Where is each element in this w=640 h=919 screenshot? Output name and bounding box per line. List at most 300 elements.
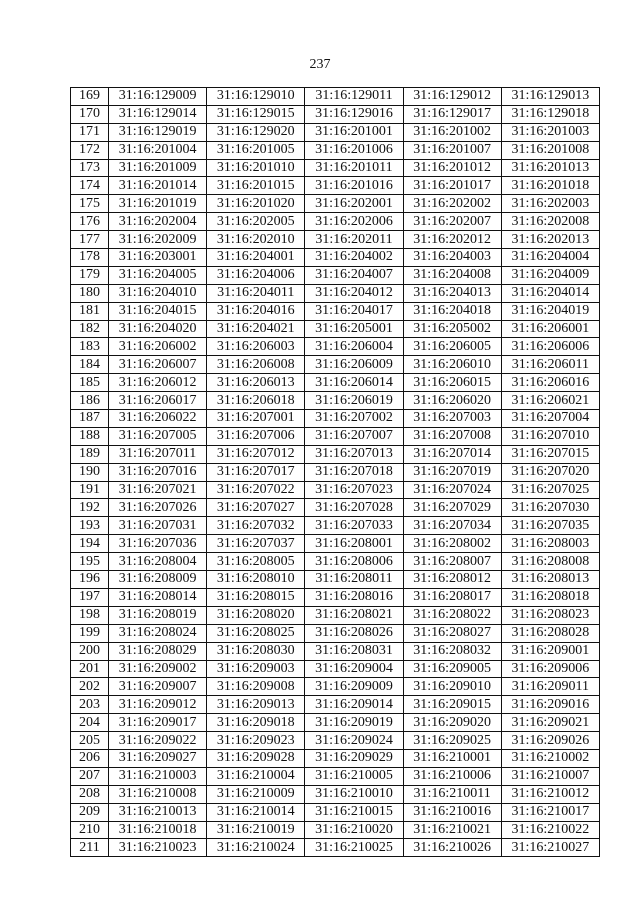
cadastral-number-cell: 31:16:208026 [305,624,403,642]
row-number-cell: 185 [71,374,109,392]
cadastral-number-cell: 31:16:204002 [305,249,403,267]
cadastral-number-cell: 31:16:201011 [305,159,403,177]
row-number-cell: 182 [71,320,109,338]
cadastral-number-cell: 31:16:209006 [501,660,599,678]
cadastral-number-cell: 31:16:207017 [207,463,305,481]
table-row [71,749,600,767]
table-row [71,803,600,821]
cadastral-number-cell: 31:16:208003 [501,535,599,553]
table-row [71,696,600,714]
cadastral-number-cell: 31:16:207034 [403,517,501,535]
cadastral-number-cell: 31:16:204019 [501,302,599,320]
cadastral-number-cell: 31:16:206019 [305,392,403,410]
cadastral-number-cell: 31:16:207021 [109,481,207,499]
row-number-cell: 175 [71,195,109,213]
table-row [71,177,600,195]
cadastral-number-cell: 31:16:208001 [305,535,403,553]
cadastral-numbers-table [70,87,600,857]
cadastral-number-cell: 31:16:206021 [501,392,599,410]
cadastral-number-cell: 31:16:207016 [109,463,207,481]
table-row [71,266,600,284]
cadastral-number-cell: 31:16:206022 [109,410,207,428]
cadastral-number-cell: 31:16:210007 [501,767,599,785]
row-number-cell: 190 [71,463,109,481]
cadastral-number-cell: 31:16:201003 [501,123,599,141]
cadastral-number-cell: 31:16:206017 [109,392,207,410]
cadastral-number-cell: 31:16:207006 [207,427,305,445]
cadastral-number-cell: 31:16:208017 [403,588,501,606]
cadastral-number-cell: 31:16:208015 [207,588,305,606]
cadastral-number-cell: 31:16:204007 [305,266,403,284]
cadastral-number-cell: 31:16:208009 [109,571,207,589]
cadastral-number-cell: 31:16:207007 [305,427,403,445]
cadastral-number-cell: 31:16:208025 [207,624,305,642]
cadastral-number-cell: 31:16:209018 [207,714,305,732]
cadastral-number-cell: 31:16:206006 [501,338,599,356]
cadastral-number-cell: 31:16:204005 [109,266,207,284]
cadastral-number-cell: 31:16:209005 [403,660,501,678]
cadastral-number-cell: 31:16:129017 [403,105,501,123]
cadastral-number-cell: 31:16:209001 [501,642,599,660]
cadastral-number-cell: 31:16:202012 [403,231,501,249]
cadastral-number-cell: 31:16:129014 [109,105,207,123]
cadastral-number-cell: 31:16:201012 [403,159,501,177]
table-row [71,678,600,696]
cadastral-number-cell: 31:16:208019 [109,606,207,624]
cadastral-number-cell: 31:16:208028 [501,624,599,642]
cadastral-number-cell: 31:16:207008 [403,427,501,445]
cadastral-number-cell: 31:16:208007 [403,553,501,571]
cadastral-number-cell: 31:16:204006 [207,266,305,284]
cadastral-number-cell: 31:16:201013 [501,159,599,177]
cadastral-number-cell: 31:16:208018 [501,588,599,606]
table-row [71,535,600,553]
cadastral-number-cell: 31:16:210021 [403,821,501,839]
row-number-cell: 210 [71,821,109,839]
cadastral-number-cell: 31:16:207004 [501,410,599,428]
cadastral-number-cell: 31:16:210006 [403,767,501,785]
row-number-cell: 172 [71,141,109,159]
cadastral-number-cell: 31:16:206011 [501,356,599,374]
table-row [71,642,600,660]
row-number-cell: 209 [71,803,109,821]
cadastral-number-cell: 31:16:207023 [305,481,403,499]
table-row [71,320,600,338]
cadastral-number-cell: 31:16:209007 [109,678,207,696]
cadastral-number-cell: 31:16:210010 [305,785,403,803]
cadastral-number-cell: 31:16:204020 [109,320,207,338]
cadastral-number-cell: 31:16:129012 [403,88,501,106]
table-row [71,714,600,732]
cadastral-number-cell: 31:16:129018 [501,105,599,123]
cadastral-number-cell: 31:16:206002 [109,338,207,356]
cadastral-number-cell: 31:16:209021 [501,714,599,732]
row-number-cell: 196 [71,571,109,589]
row-number-cell: 211 [71,839,109,857]
cadastral-number-cell: 31:16:207005 [109,427,207,445]
cadastral-number-cell: 31:16:207003 [403,410,501,428]
cadastral-number-cell: 31:16:210002 [501,749,599,767]
cadastral-number-cell: 31:16:210027 [501,839,599,857]
cadastral-number-cell: 31:16:206012 [109,374,207,392]
table-row [71,249,600,267]
row-number-cell: 191 [71,481,109,499]
row-number-cell: 195 [71,553,109,571]
row-number-cell: 184 [71,356,109,374]
table-row [71,88,600,106]
cadastral-number-cell: 31:16:210018 [109,821,207,839]
row-number-cell: 173 [71,159,109,177]
cadastral-number-cell: 31:16:207035 [501,517,599,535]
cadastral-number-cell: 31:16:204003 [403,249,501,267]
table-row [71,302,600,320]
cadastral-number-cell: 31:16:207033 [305,517,403,535]
cadastral-number-cell: 31:16:201007 [403,141,501,159]
cadastral-number-cell: 31:16:210023 [109,839,207,857]
row-number-cell: 205 [71,732,109,750]
cadastral-number-cell: 31:16:209028 [207,749,305,767]
row-number-cell: 199 [71,624,109,642]
cadastral-number-cell: 31:16:201010 [207,159,305,177]
row-number-cell: 179 [71,266,109,284]
cadastral-number-cell: 31:16:204017 [305,302,403,320]
cadastral-number-cell: 31:16:208012 [403,571,501,589]
cadastral-number-cell: 31:16:209009 [305,678,403,696]
cadastral-number-cell: 31:16:201004 [109,141,207,159]
cadastral-number-cell: 31:16:210026 [403,839,501,857]
cadastral-number-cell: 31:16:202009 [109,231,207,249]
cadastral-number-cell: 31:16:208031 [305,642,403,660]
cadastral-number-cell: 31:16:208023 [501,606,599,624]
row-number-cell: 198 [71,606,109,624]
row-number-cell: 192 [71,499,109,517]
cadastral-number-cell: 31:16:208006 [305,553,403,571]
cadastral-number-cell: 31:16:202003 [501,195,599,213]
table-row [71,517,600,535]
cadastral-number-cell: 31:16:206003 [207,338,305,356]
cadastral-number-cell: 31:16:207037 [207,535,305,553]
cadastral-number-cell: 31:16:202005 [207,213,305,231]
cadastral-number-cell: 31:16:129009 [109,88,207,106]
cadastral-number-cell: 31:16:208005 [207,553,305,571]
cadastral-number-cell: 31:16:201009 [109,159,207,177]
row-number-cell: 200 [71,642,109,660]
cadastral-number-cell: 31:16:204014 [501,284,599,302]
cadastral-number-cell: 31:16:204013 [403,284,501,302]
cadastral-number-cell: 31:16:210020 [305,821,403,839]
cadastral-number-cell: 31:16:201008 [501,141,599,159]
cadastral-number-cell: 31:16:201019 [109,195,207,213]
cadastral-number-cell: 31:16:208008 [501,553,599,571]
cadastral-number-cell: 31:16:207026 [109,499,207,517]
cadastral-number-cell: 31:16:209015 [403,696,501,714]
cadastral-number-cell: 31:16:129016 [305,105,403,123]
cadastral-number-cell: 31:16:206005 [403,338,501,356]
cadastral-number-cell: 31:16:207029 [403,499,501,517]
cadastral-number-cell: 31:16:207020 [501,463,599,481]
cadastral-number-cell: 31:16:209011 [501,678,599,696]
table-row [71,588,600,606]
row-number-cell: 201 [71,660,109,678]
page-number: 237 [309,57,331,72]
cadastral-number-cell: 31:16:208029 [109,642,207,660]
cadastral-number-cell: 31:16:207031 [109,517,207,535]
cadastral-number-cell: 31:16:206009 [305,356,403,374]
cadastral-number-cell: 31:16:201018 [501,177,599,195]
cadastral-number-cell: 31:16:201006 [305,141,403,159]
table-row [71,427,600,445]
cadastral-number-cell: 31:16:206016 [501,374,599,392]
cadastral-number-cell: 31:16:204021 [207,320,305,338]
cadastral-number-cell: 31:16:210025 [305,839,403,857]
cadastral-number-cell: 31:16:202010 [207,231,305,249]
table-row [71,374,600,392]
row-number-cell: 189 [71,445,109,463]
cadastral-number-cell: 31:16:201001 [305,123,403,141]
cadastral-number-cell: 31:16:208030 [207,642,305,660]
cadastral-number-cell: 31:16:205001 [305,320,403,338]
cadastral-number-cell: 31:16:206013 [207,374,305,392]
table-row [71,839,600,857]
cadastral-number-cell: 31:16:202007 [403,213,501,231]
cadastral-number-cell: 31:16:129011 [305,88,403,106]
table-body [71,88,600,857]
cadastral-number-cell: 31:16:206014 [305,374,403,392]
cadastral-number-cell: 31:16:209026 [501,732,599,750]
cadastral-number-cell: 31:16:209017 [109,714,207,732]
cadastral-number-cell: 31:16:208021 [305,606,403,624]
cadastral-number-cell: 31:16:129020 [207,123,305,141]
table-row [71,284,600,302]
row-number-cell: 177 [71,231,109,249]
table-row [71,571,600,589]
table-row [71,732,600,750]
cadastral-number-cell: 31:16:203001 [109,249,207,267]
row-number-cell: 202 [71,678,109,696]
cadastral-number-cell: 31:16:206004 [305,338,403,356]
row-number-cell: 181 [71,302,109,320]
cadastral-number-cell: 31:16:210005 [305,767,403,785]
cadastral-number-cell: 31:16:208032 [403,642,501,660]
cadastral-number-cell: 31:16:210008 [109,785,207,803]
cadastral-number-cell: 31:16:210001 [403,749,501,767]
table-row [71,785,600,803]
row-number-cell: 188 [71,427,109,445]
cadastral-number-cell: 31:16:207015 [501,445,599,463]
cadastral-number-cell: 31:16:129015 [207,105,305,123]
cadastral-number-cell: 31:16:202006 [305,213,403,231]
table-row [71,767,600,785]
table-row [71,463,600,481]
cadastral-number-cell: 31:16:206010 [403,356,501,374]
cadastral-number-cell: 31:16:209008 [207,678,305,696]
cadastral-number-cell: 31:16:208024 [109,624,207,642]
cadastral-number-cell: 31:16:129010 [207,88,305,106]
table-row [71,606,600,624]
cadastral-number-cell: 31:16:206008 [207,356,305,374]
cadastral-number-cell: 31:16:201005 [207,141,305,159]
cadastral-number-cell: 31:16:208016 [305,588,403,606]
row-number-cell: 183 [71,338,109,356]
cadastral-number-cell: 31:16:206015 [403,374,501,392]
cadastral-number-cell: 31:16:207014 [403,445,501,463]
table-row [71,231,600,249]
cadastral-number-cell: 31:16:207027 [207,499,305,517]
table-row [71,499,600,517]
cadastral-number-cell: 31:16:210024 [207,839,305,857]
cadastral-number-cell: 31:16:210004 [207,767,305,785]
table-row [71,445,600,463]
table-row [71,410,600,428]
row-number-cell: 206 [71,749,109,767]
cadastral-number-cell: 31:16:209029 [305,749,403,767]
cadastral-number-cell: 31:16:209013 [207,696,305,714]
row-number-cell: 207 [71,767,109,785]
cadastral-number-cell: 31:16:202001 [305,195,403,213]
row-number-cell: 197 [71,588,109,606]
table-row [71,553,600,571]
cadastral-number-cell: 31:16:207024 [403,481,501,499]
cadastral-number-cell: 31:16:209003 [207,660,305,678]
cadastral-number-cell: 31:16:201015 [207,177,305,195]
cadastral-number-cell: 31:16:204018 [403,302,501,320]
cadastral-number-cell: 31:16:210022 [501,821,599,839]
table-row [71,105,600,123]
cadastral-number-cell: 31:16:210019 [207,821,305,839]
cadastral-number-cell: 31:16:207022 [207,481,305,499]
cadastral-number-cell: 31:16:204016 [207,302,305,320]
cadastral-number-cell: 31:16:207030 [501,499,599,517]
cadastral-number-cell: 31:16:208013 [501,571,599,589]
cadastral-number-cell: 31:16:206018 [207,392,305,410]
cadastral-number-cell: 31:16:210014 [207,803,305,821]
cadastral-number-cell: 31:16:129019 [109,123,207,141]
cadastral-number-cell: 31:16:208022 [403,606,501,624]
cadastral-number-cell: 31:16:209024 [305,732,403,750]
cadastral-number-cell: 31:16:209027 [109,749,207,767]
cadastral-number-cell: 31:16:210009 [207,785,305,803]
cadastral-number-cell: 31:16:208011 [305,571,403,589]
cadastral-number-cell: 31:16:208020 [207,606,305,624]
cadastral-number-cell: 31:16:206007 [109,356,207,374]
table-row [71,213,600,231]
row-number-cell: 171 [71,123,109,141]
table-row [71,195,600,213]
cadastral-number-cell: 31:16:210013 [109,803,207,821]
cadastral-number-cell: 31:16:207012 [207,445,305,463]
cadastral-number-cell: 31:16:202002 [403,195,501,213]
cadastral-number-cell: 31:16:210015 [305,803,403,821]
table-row [71,821,600,839]
cadastral-number-cell: 31:16:202004 [109,213,207,231]
cadastral-number-cell: 31:16:210003 [109,767,207,785]
cadastral-number-cell: 31:16:210012 [501,785,599,803]
cadastral-number-cell: 31:16:210016 [403,803,501,821]
cadastral-number-cell: 31:16:207025 [501,481,599,499]
cadastral-number-cell: 31:16:209012 [109,696,207,714]
cadastral-number-cell: 31:16:205002 [403,320,501,338]
cadastral-number-cell: 31:16:204011 [207,284,305,302]
cadastral-number-cell: 31:16:209014 [305,696,403,714]
cadastral-number-cell: 31:16:204012 [305,284,403,302]
cadastral-number-cell: 31:16:208014 [109,588,207,606]
row-number-cell: 178 [71,249,109,267]
row-number-cell: 169 [71,88,109,106]
cadastral-number-cell: 31:16:204010 [109,284,207,302]
cadastral-number-cell: 31:16:207010 [501,427,599,445]
cadastral-number-cell: 31:16:207036 [109,535,207,553]
table-row [71,660,600,678]
row-number-cell: 194 [71,535,109,553]
cadastral-number-cell: 31:16:207032 [207,517,305,535]
row-number-cell: 174 [71,177,109,195]
cadastral-number-cell: 31:16:209023 [207,732,305,750]
cadastral-number-cell: 31:16:207002 [305,410,403,428]
cadastral-number-cell: 31:16:201002 [403,123,501,141]
row-number-cell: 203 [71,696,109,714]
cadastral-number-cell: 31:16:204004 [501,249,599,267]
cadastral-number-cell: 31:16:201020 [207,195,305,213]
cadastral-number-cell: 31:16:201017 [403,177,501,195]
cadastral-number-cell: 31:16:209020 [403,714,501,732]
cadastral-number-cell: 31:16:209010 [403,678,501,696]
cadastral-number-cell: 31:16:204009 [501,266,599,284]
cadastral-number-cell: 31:16:204001 [207,249,305,267]
row-number-cell: 186 [71,392,109,410]
row-number-cell: 176 [71,213,109,231]
cadastral-number-cell: 31:16:208002 [403,535,501,553]
cadastral-number-cell: 31:16:206001 [501,320,599,338]
row-number-cell: 170 [71,105,109,123]
cadastral-number-cell: 31:16:209025 [403,732,501,750]
cadastral-number-cell: 31:16:209002 [109,660,207,678]
cadastral-number-cell: 31:16:202013 [501,231,599,249]
row-number-cell: 204 [71,714,109,732]
cadastral-number-cell: 31:16:209019 [305,714,403,732]
table-row [71,356,600,374]
cadastral-number-cell: 31:16:207013 [305,445,403,463]
cadastral-number-cell: 31:16:202011 [305,231,403,249]
cadastral-number-cell: 31:16:208027 [403,624,501,642]
table-row [71,481,600,499]
cadastral-number-cell: 31:16:204008 [403,266,501,284]
cadastral-number-cell: 31:16:204015 [109,302,207,320]
cadastral-number-cell: 31:16:201014 [109,177,207,195]
cadastral-number-cell: 31:16:202008 [501,213,599,231]
table-row [71,159,600,177]
table-row [71,141,600,159]
table-row [71,123,600,141]
cadastral-number-cell: 31:16:206020 [403,392,501,410]
cadastral-number-cell: 31:16:129013 [501,88,599,106]
cadastral-number-cell: 31:16:208010 [207,571,305,589]
cadastral-number-cell: 31:16:209004 [305,660,403,678]
table-row [71,392,600,410]
cadastral-number-cell: 31:16:207018 [305,463,403,481]
cadastral-number-cell: 31:16:210017 [501,803,599,821]
cadastral-number-cell: 31:16:207028 [305,499,403,517]
cadastral-number-cell: 31:16:210011 [403,785,501,803]
cadastral-number-cell: 31:16:207011 [109,445,207,463]
cadastral-number-cell: 31:16:208004 [109,553,207,571]
cadastral-number-cell: 31:16:207001 [207,410,305,428]
cadastral-number-cell: 31:16:209016 [501,696,599,714]
cadastral-number-cell: 31:16:201016 [305,177,403,195]
row-number-cell: 180 [71,284,109,302]
table-row [71,338,600,356]
table-row [71,624,600,642]
cadastral-number-cell: 31:16:209022 [109,732,207,750]
